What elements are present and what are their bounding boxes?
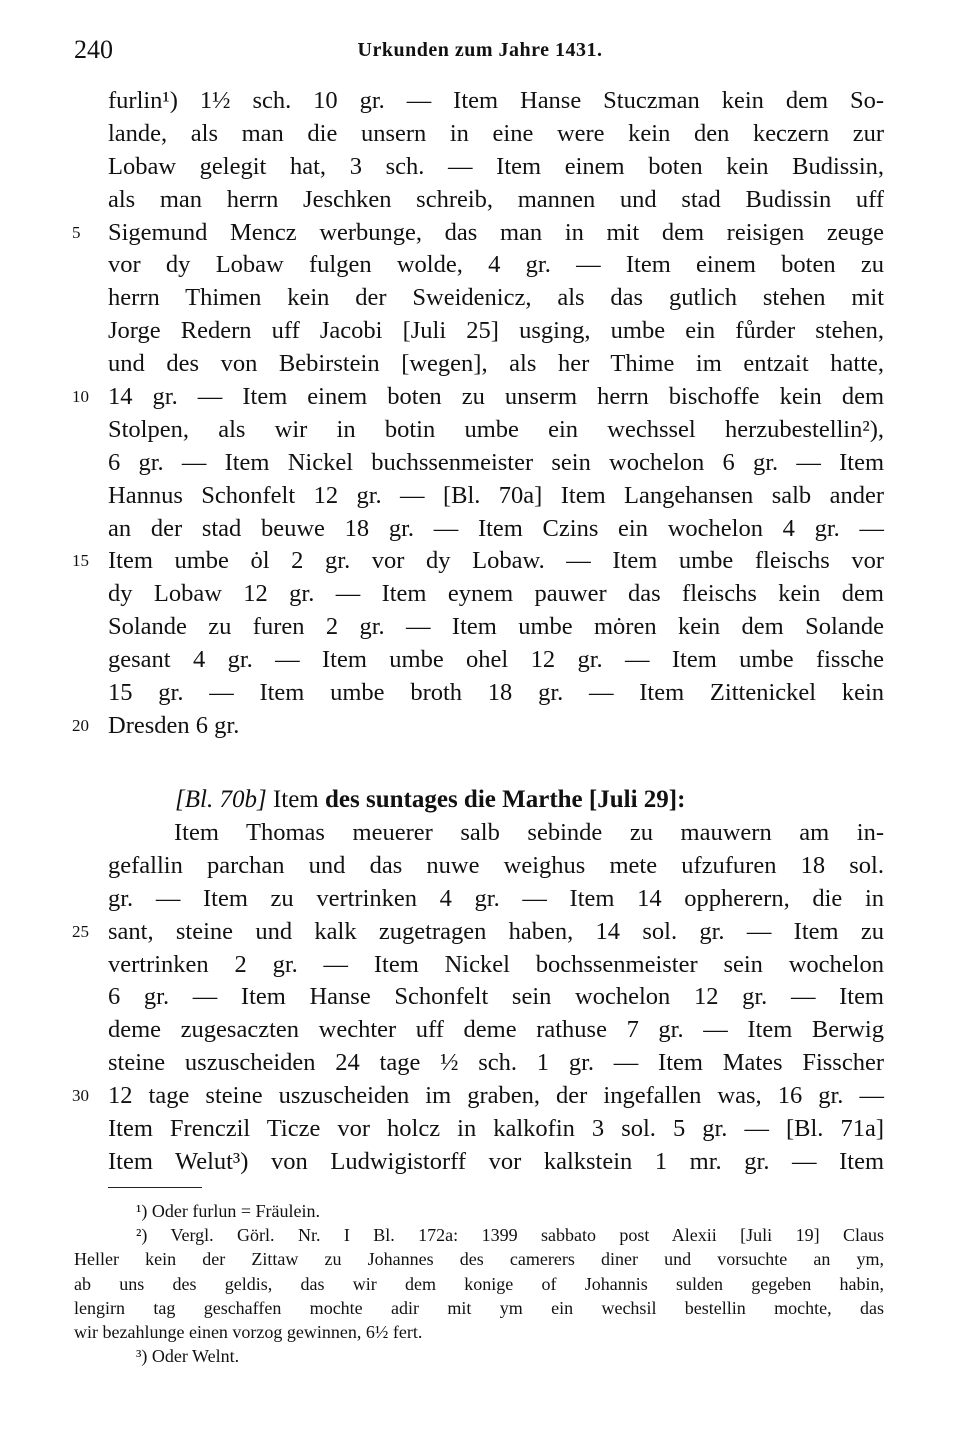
line-text: Stolpen, als wir in botin umbe ein wechssel herzubestellin²),	[108, 415, 884, 443]
section-heading	[175, 783, 685, 817]
page-number: 240	[74, 35, 113, 64]
footnote-text: lengirn tag geschaffen mochte adir mit ym ein wechsil bestellin mochte, das	[74, 1297, 884, 1318]
text-line	[108, 184, 884, 217]
folio-reference: [Bl. 70b]	[175, 786, 267, 813]
line-text: 6 gr. — Item Hanse Schonfelt sein wochelon 12 gr. — Item	[108, 983, 884, 1011]
text-line	[108, 315, 884, 348]
text-line	[108, 677, 884, 710]
line-text: Solande zu furen 2 gr. — Item umbe mȯren kein dem Solande	[108, 613, 884, 641]
footnote-text: Heller kein der Zittaw zu Johannes des camerers diner und vorsuchte an ym,	[74, 1249, 884, 1270]
text-line	[108, 249, 884, 282]
footnote-text: ¹) Oder furlun = Fräulein.	[136, 1201, 320, 1221]
text-line	[108, 414, 884, 447]
footnote-line	[74, 1344, 884, 1368]
line-number: 25	[72, 921, 89, 941]
line-text: gefallin parchan und das nuwe weighus mete ufzufuren 18 sol.	[108, 851, 884, 879]
text-line	[72, 545, 884, 578]
line-number: 10	[72, 387, 89, 407]
line-text: vor dy Lobaw fulgen wolde, 4 gr. — Item einem boten zu	[108, 251, 884, 279]
footnote-line	[74, 1272, 884, 1296]
line-number: 5	[72, 222, 81, 242]
line-text: Item Frenczil Ticze vor holcz in kalkofin 3 sol. 5 gr. — [Bl. 71a]	[108, 1115, 884, 1143]
text-line	[72, 1080, 884, 1113]
footnote-line	[74, 1199, 884, 1223]
text-line	[108, 513, 884, 546]
running-head	[74, 32, 886, 68]
line-text: 6 gr. — Item Nickel buchssenmeister sein wochelon 6 gr. — Item	[108, 448, 884, 476]
line-text: Jorge Redern uff Jacobi [Juli 25] usging, umbe ein fůrder stehen,	[108, 317, 884, 345]
text-line	[108, 447, 884, 480]
footnote-text: wir bezahlunge einen vorzog gewinnen, 6½ fert.	[74, 1321, 423, 1342]
text-line	[108, 151, 884, 184]
line-text: furlin¹) 1½ sch. 10 gr. — Item Hanse Stuczman kein dem So-	[108, 87, 884, 114]
text-line	[108, 981, 884, 1014]
text-line	[108, 611, 884, 644]
footnote-line	[74, 1247, 884, 1271]
footnote-text: ³) Oder Welnt.	[136, 1346, 240, 1367]
text-line	[108, 1014, 884, 1047]
text-line	[108, 883, 884, 916]
line-text: herrn Thimen kein der Sweidenicz, als das gutlich stehen mit	[108, 284, 884, 312]
text-line	[108, 644, 884, 677]
line-number: 15	[72, 551, 89, 571]
footnote-line	[74, 1223, 884, 1247]
footnotes	[74, 1199, 884, 1368]
line-text: 15 gr. — Item umbe broth 18 gr. — Item Zittenickel kein	[108, 679, 884, 707]
running-title: Urkunden zum Jahre 1431.	[357, 39, 603, 61]
text-line	[108, 1047, 884, 1080]
line-text: deme zugesaczten wechter uff deme rathuse 7 gr. — Item Berwig	[108, 1016, 884, 1044]
line-text: 14 gr. — Item einem boten zu unserm herrn bischoffe kein dem	[108, 383, 884, 411]
document-body-second-block	[72, 817, 884, 1179]
line-number: 30	[72, 1086, 89, 1106]
line-text: und des von Bebirstein [wegen], als her Thime im entzait hatte,	[108, 350, 884, 378]
line-text: Dresden 6 gr.	[108, 711, 240, 739]
line-text: gr. — Item zu vertrinken 4 gr. — Item 14 oppherern, die in	[108, 884, 884, 912]
line-text: als man herrn Jeschken schreib, mannen und stad Budissin uff	[108, 185, 884, 213]
line-text: Item Thomas meuerer salb sebinde zu mauwern am in-	[174, 819, 884, 846]
line-text: an der stad beuwe 18 gr. — Item Czins ein wochelon 4 gr. —	[108, 514, 884, 542]
text-line	[108, 578, 884, 611]
line-text: sant, steine und kalk zugetragen haben, 14 sol. gr. — Item zu	[108, 917, 884, 945]
line-text: Hannus Schonfelt 12 gr. — [Bl. 70a] Item Langehansen salb ander	[108, 481, 884, 509]
heading-item-word: Item	[272, 786, 319, 813]
line-text: 12 tage steine uszuscheiden im graben, der ingefallen was, 16 gr. —	[108, 1082, 884, 1110]
line-text: steine uszuscheiden 24 tage ½ sch. 1 gr. — Item Mates Fisscher	[108, 1049, 884, 1077]
text-line	[108, 85, 884, 118]
line-text: Item Welut³) von Ludwigistorff vor kalkstein 1 mr. gr. — Item	[108, 1147, 884, 1175]
line-text: Lobaw gelegit hat, 3 sch. — Item einem boten kein Budissin,	[108, 152, 884, 180]
text-line	[108, 480, 884, 513]
line-text: vertrinken 2 gr. — Item Nickel bochssenmeister sein wochelon	[108, 950, 884, 978]
text-line	[72, 217, 884, 250]
text-line	[108, 949, 884, 982]
line-text: lande, als man die unsern in eine were kein den keczern zur	[108, 119, 884, 147]
footnote-line	[74, 1320, 884, 1344]
footnote-text: ab uns des geldis, das wir dem konige of Johannis sulden gegeben habin,	[74, 1273, 884, 1294]
line-text: gesant 4 gr. — Item umbe ohel 12 gr. — Item umbe fissche	[108, 646, 884, 674]
line-number: 20	[72, 715, 89, 735]
text-line	[108, 1146, 884, 1179]
text-line	[108, 817, 884, 850]
line-text: dy Lobaw 12 gr. — Item eynem pauwer das fleischs kein dem	[108, 580, 884, 608]
heading-date-text: des suntages die Marthe [Juli 29]:	[325, 786, 686, 813]
text-line	[72, 381, 884, 414]
footnote-divider	[108, 1187, 202, 1188]
line-text: Sigemund Mencz werbunge, das man in mit dem reisigen zeuge	[108, 218, 884, 246]
text-line	[108, 282, 884, 315]
text-line	[108, 850, 884, 883]
footnote-line	[74, 1296, 884, 1320]
document-body-first-block	[72, 85, 884, 743]
text-line	[72, 916, 884, 949]
footnote-text: ²) Vergl. Görl. Nr. I Bl. 172a: 1399 sabbato post Alexii [Juli 19] Claus	[136, 1225, 884, 1246]
text-line	[108, 348, 884, 381]
text-line	[108, 1113, 884, 1146]
text-line	[108, 118, 884, 151]
text-line	[72, 710, 884, 743]
line-text: Item umbe ȯl 2 gr. vor dy Lobaw. — Item umbe fleischs vor	[108, 547, 884, 575]
